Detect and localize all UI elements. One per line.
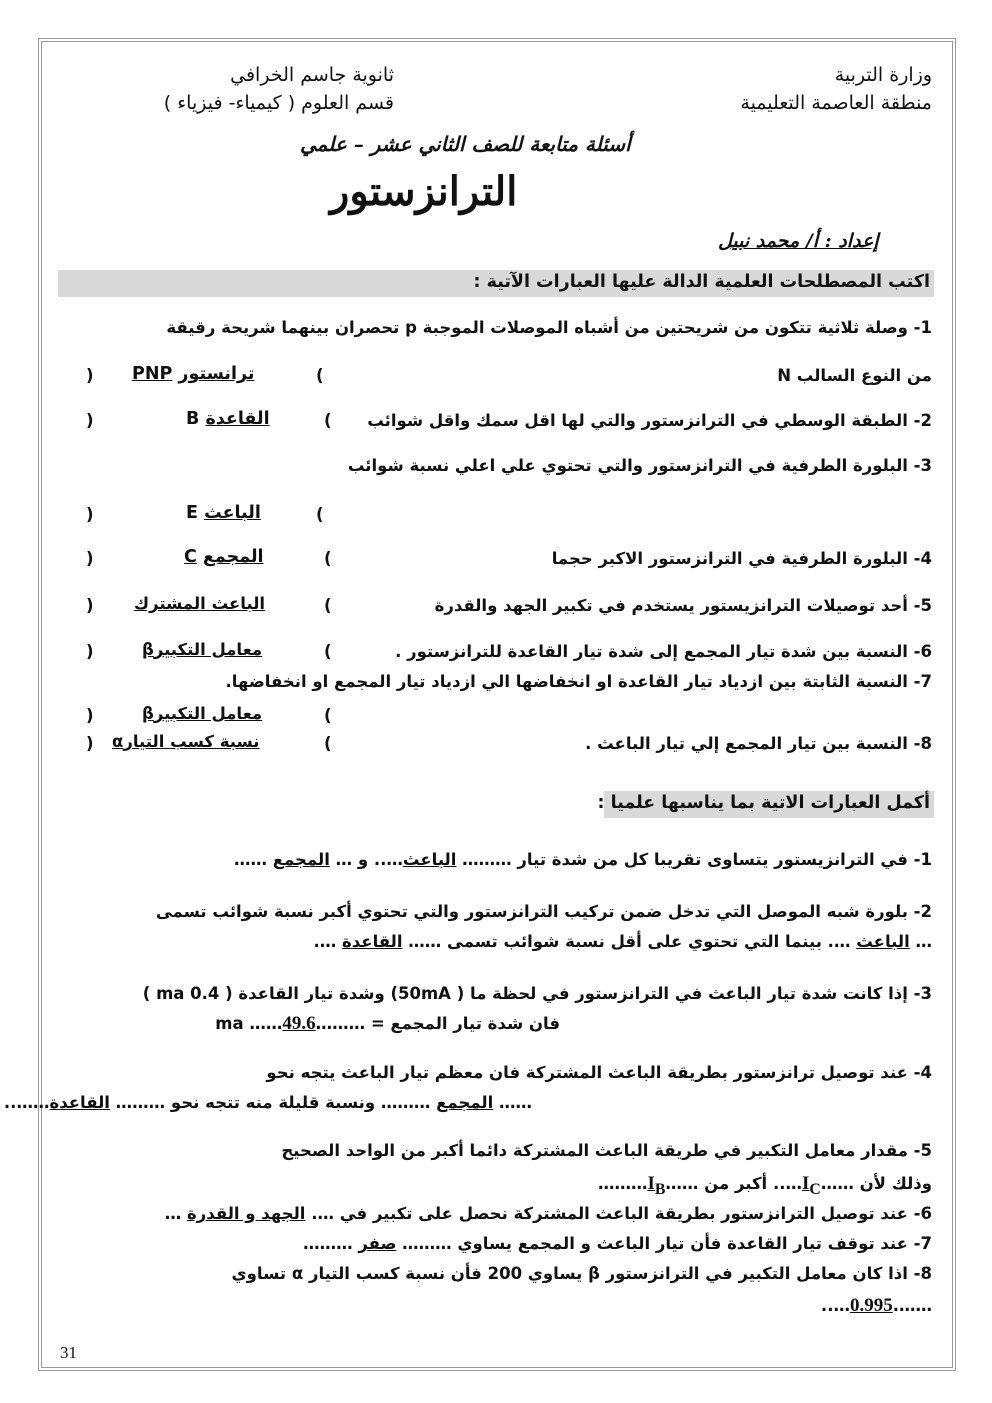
q2-close-paren: ) (86, 411, 94, 430)
q5-open-paren: ( (324, 596, 332, 615)
c2-answer-emitter: الباعث (856, 932, 910, 951)
q8-open-paren: ( (324, 734, 332, 753)
c3-answer: 49.6 (282, 1013, 316, 1034)
c5-ic (802, 1173, 821, 1198)
q5-answer: الباعث المشترك (134, 594, 266, 613)
q8-text: 8- النسبة بين تيار المجمع إلي تيار الباعث . (585, 734, 932, 753)
c2-mid: …. بينما التي تحتوي على أقل نسبة شوائب تسمى …… (408, 932, 851, 951)
c1-text: 1- في الترانزيستور يتساوى تقريبا كل من شدة تيار ……… (462, 850, 932, 869)
q6-close-paren: ) (86, 642, 94, 661)
c1-answer-emitter: الباعث (402, 850, 457, 869)
c6-line (165, 1204, 932, 1223)
q4-answer-symbol: C (184, 547, 197, 567)
q3-text: 3- البلورة الطرفية في الترانزستور والتي تحتوي علي اعلي نسبة شوائب (347, 456, 932, 475)
school-name: ثانوية جاسم الخرافي (230, 64, 394, 86)
ministry-name: وزارة التربية (834, 64, 932, 86)
c8-answer: 0.995 (849, 1295, 893, 1316)
c4-line2 (4, 1093, 532, 1112)
c2-line2 (314, 932, 933, 951)
page-number: 31 (60, 1343, 77, 1362)
c6-text: 6- عند توصيل الترانزستور بطريقة الباعث المشتركة نحصل على تكبير في …. (311, 1204, 932, 1223)
q4-close-paren: ) (86, 549, 94, 568)
c5-pre: وذلك لأن …… (820, 1174, 932, 1193)
q5-close-paren: ) (86, 596, 94, 615)
c6-end: … (164, 1204, 182, 1223)
q3-answer-symbol: E (186, 503, 198, 523)
q3-answer (186, 503, 261, 523)
q6-answer (142, 640, 262, 659)
c8-line2 (821, 1295, 932, 1317)
c1-end: …… (233, 850, 267, 869)
section2-heading: أكمل العبارات الاتية بما يناسبها علميا : (597, 793, 930, 813)
c6-answer: الجهد و القدرة (187, 1204, 306, 1223)
q2-answer-symbol: B (186, 409, 200, 429)
c4-answer-collector: المجمع (436, 1093, 494, 1112)
q6-text: 6- النسبة بين شدة تيار المجمع إلى شدة تيار القاعدة للترانزستور . (395, 642, 932, 661)
c4-line1: 4- عند توصيل ترانزستور بطريقة الباعث المشتركة فان معظم تيار الباعث يتجه نحو (266, 1063, 932, 1082)
q4-answer (184, 547, 264, 567)
c2-answer-base: القاعدة (342, 932, 403, 951)
worksheet-subtitle: أسئلة متابعة للصف الثاني عشر – علمي (300, 132, 631, 156)
c1-mid: ….. و … (335, 850, 403, 869)
q7-answer-term: معامل التكبير (153, 704, 263, 723)
q8-answer (112, 732, 259, 751)
c8-line1: 8- اذا كان معامل التكبير في الترانزستور β يساوي 200 فأن نسبة كسب التيار α تساوي (231, 1264, 932, 1283)
c4-end: …….. (3, 1093, 50, 1112)
c8-pre: ……. (892, 1296, 932, 1315)
q3-answer-term: الباعث (204, 503, 261, 523)
q5-text: 5- أحد توصيلات الترانزيستور يستخدم في تكبير الجهد والقدرة (434, 596, 932, 615)
q8-answer-symbol: α (112, 732, 124, 751)
c5-ic-sub: C (809, 1180, 821, 1198)
q1-line1: 1- وصلة ثلاثية تتكون من شريحتين من أشباه الموصلات الموجبة p تحصران بينهما شريحة رقيقة (166, 318, 932, 337)
c1-line (234, 850, 932, 869)
section1-heading: اكتب المصطلحات العلمية الدالة عليها العبارات الآتية : (473, 272, 930, 292)
q1-answer-term: ترانستور (178, 364, 255, 384)
author-line: إعداد : أ/ محمد نبيل (718, 230, 879, 252)
district-name: منطقة العاصمة التعليمية (740, 92, 932, 114)
c5-ib-letter: I (647, 1173, 655, 1194)
q7-open-paren: ( (324, 706, 332, 725)
q6-answer-symbol: β (142, 640, 154, 659)
q1-line2: من النوع السالب N (777, 366, 932, 385)
c7-end: ……… (303, 1234, 353, 1253)
c5-ic-letter: I (802, 1173, 810, 1194)
c5-end: ……… (597, 1174, 648, 1193)
c4-mid: ……… ونسبة قليلة منه تتجه نحو ……… (115, 1093, 431, 1112)
c1-answer-collector: المجمع (272, 850, 330, 869)
c5-line2 (598, 1173, 932, 1199)
c5-ib-sub: B (654, 1180, 666, 1198)
q1-answer (132, 364, 254, 384)
c8-post: ….. (820, 1296, 850, 1315)
q2-text: 2- الطبقة الوسطي في الترانزستور والتي لها اقل سمك واقل شوائب (367, 411, 932, 430)
q3-open-paren: ( (316, 505, 324, 524)
q4-answer-term: المجمع (202, 547, 264, 567)
c3-pre: فان شدة تيار المجمع = ……… (315, 1014, 560, 1033)
department-name: قسم العلوم ( كيمياء- فيزياء ) (163, 92, 394, 114)
q8-answer-term: نسبة كسب التيار (123, 732, 260, 751)
q6-open-paren: ( (324, 642, 332, 661)
c7-text: 7- عند توقف تيار القاعدة فأن تيار الباعث و المجمع يساوي ……… (402, 1234, 932, 1253)
q4-open-paren: ( (324, 549, 332, 568)
q1-close-paren: ) (86, 366, 94, 385)
q7-answer-symbol: β (142, 704, 154, 723)
c2-dots: … (915, 932, 932, 951)
c3-line2 (215, 1013, 560, 1035)
q1-open-paren: ( (316, 366, 324, 385)
q2-open-paren: ( (324, 411, 332, 430)
q2-answer (186, 409, 270, 429)
c2-end: …. (313, 932, 337, 951)
q7-answer (142, 704, 262, 723)
c3-line1: 3- إذا كانت شدة تيار الباعث في الترانزستور في لحظة ما ( 50mA) وشدة تيار القاعدة ( 0.4 ma ) (142, 984, 932, 1003)
q7-close-paren: ) (86, 706, 94, 725)
c4-answer-base: القاعدة (49, 1093, 110, 1112)
q1-answer-acronym: PNP (132, 364, 173, 384)
c5-line1: 5- مقدار معامل التكبير في طريقة الباعث المشتركة دائما أكبر من الواحد الصحيح (281, 1141, 932, 1160)
c3-post: …… ma (215, 1014, 283, 1033)
q7-text: 7- النسبة الثابتة بين ازدياد تيار القاعدة او انخفاضها الي ازدياد تيار المجمع او انخفاضها. (225, 672, 932, 691)
c5-ib (647, 1173, 666, 1198)
q6-answer-term: معامل التكبير (153, 640, 263, 659)
worksheet-topic: الترانزستور (330, 168, 518, 215)
c7-answer: صفر (358, 1234, 397, 1253)
q4-text: 4- البلورة الطرفية في الترانزستور الاكبر حجما (551, 549, 932, 568)
q3-close-paren: ) (86, 505, 94, 524)
q8-close-paren: ) (86, 734, 94, 753)
q2-answer-term: القاعدة (205, 409, 270, 429)
c7-line (303, 1234, 932, 1253)
c2-line1: 2- بلورة شبه الموصل التي تدخل ضمن تركيب الترانزستور والتي تحتوي أكبر نسبة شوائب تسمى (155, 902, 932, 921)
c4-dots: …… (499, 1093, 532, 1112)
c5-mid: ….. أكبر من …… (665, 1174, 802, 1193)
